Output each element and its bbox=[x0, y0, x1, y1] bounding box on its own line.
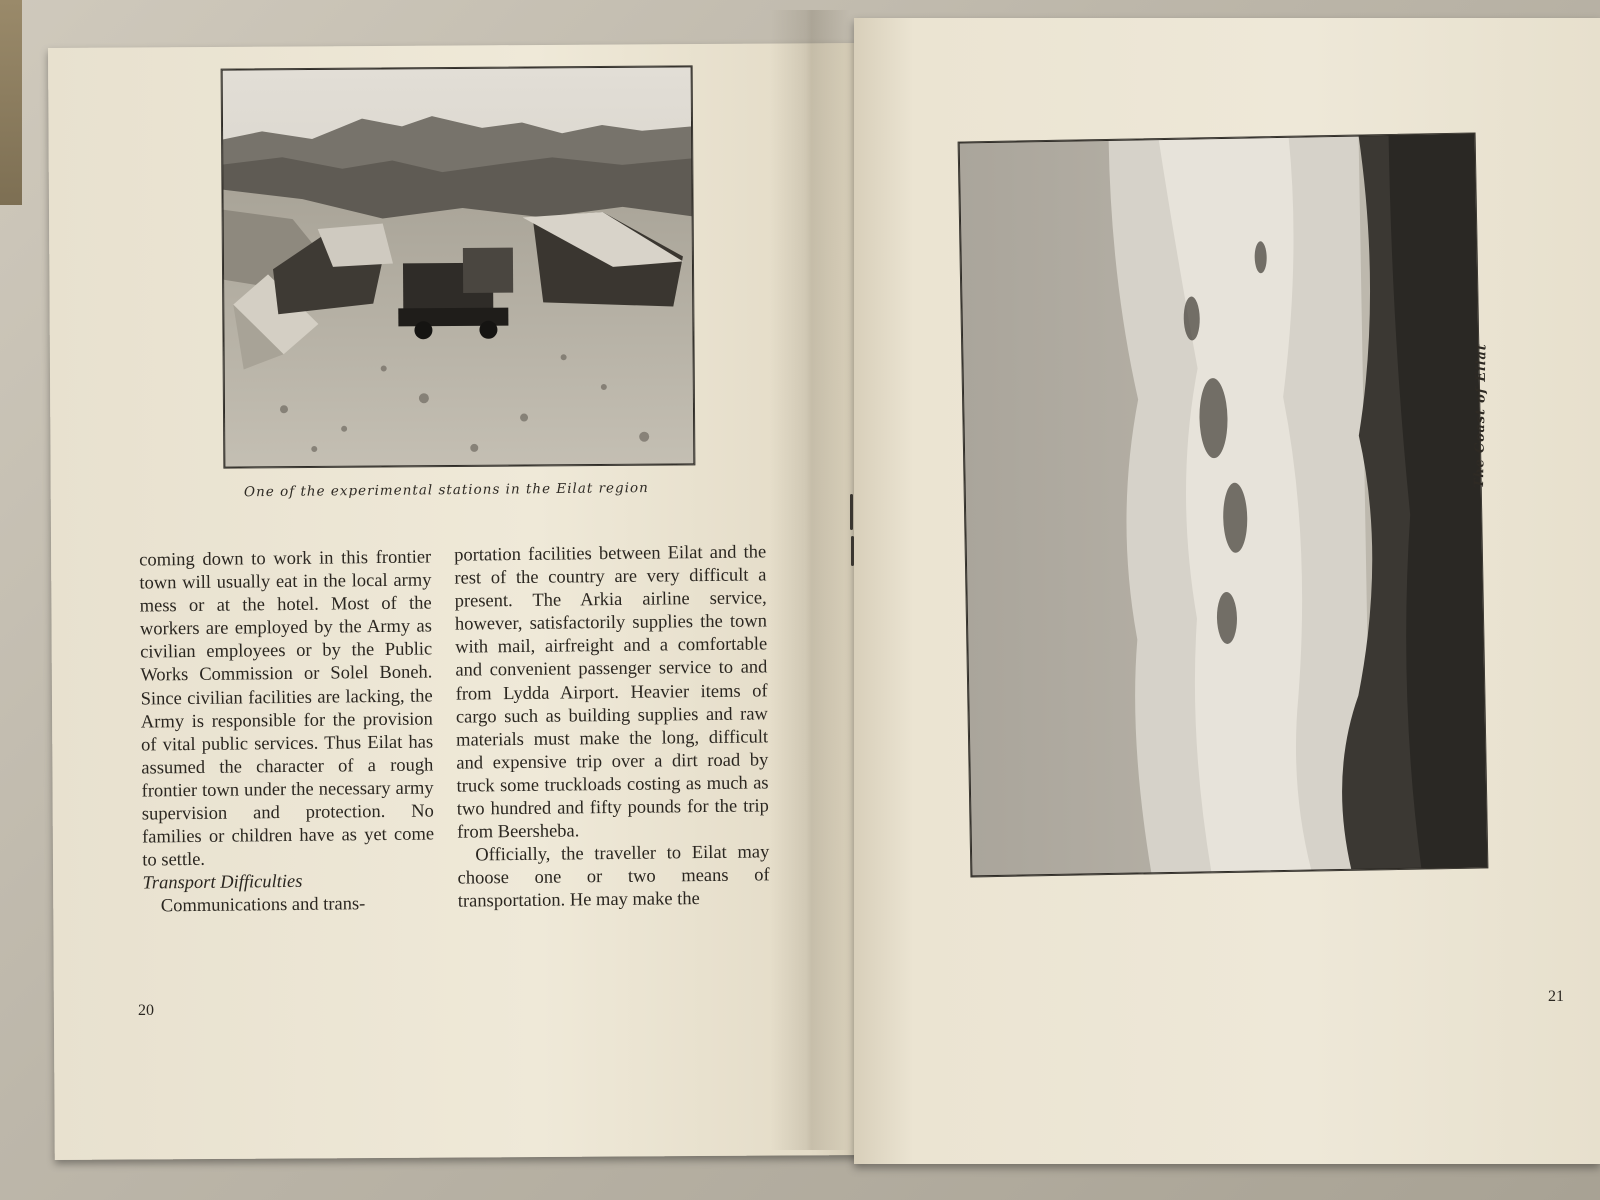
table-corner bbox=[0, 0, 22, 205]
coast-photo bbox=[958, 133, 1489, 878]
column-1-paragraph: coming down to work in this frontier town will usually eat in the local army mess or at the hotel. Most of the workers are employed by the Army as civilian employees or by the Public Works Commission or Solel Boneh. Since civilian facilities are lacking, the Army is responsible for the provision of vital public services. Thus Eilat has assumed the character of a rough frontier town under the necessary army supervision and protection. No families or children have as yet come to settle. bbox=[139, 547, 435, 871]
text-column-1 bbox=[139, 546, 435, 919]
experimental-station-photo bbox=[221, 65, 696, 468]
column-2-paragraph-2: Officially, the traveller to Eilat may choose one or two means of transportation. He may make the bbox=[457, 842, 770, 913]
station-photo-caption: One of the experimental stations in the Eilat region bbox=[243, 480, 649, 501]
page-number-left: 20 bbox=[138, 1002, 154, 1019]
section-heading: Transport Difficulties bbox=[142, 872, 303, 894]
experimental-station-image bbox=[222, 66, 695, 467]
coast-photo-caption: The Coast of Eilat bbox=[1472, 343, 1490, 489]
page-number-right: 21 bbox=[1548, 988, 1564, 1005]
text-column-2 bbox=[454, 541, 770, 914]
staple-top bbox=[850, 494, 853, 530]
staple-bottom bbox=[851, 536, 854, 566]
coast-image bbox=[959, 134, 1488, 877]
section-start-text: Communications and trans- bbox=[160, 894, 366, 917]
column-2-paragraph-1: portation facilities between Eilat and the rest of the country are very difficult a present. The Arkia airline service, however, satisfactorily supplies the town with mail, airfreight and a comfortable and convenient passenger service to and from Lydda Airport. Heavier items of cargo such as building supplies and raw materials must make the long, difficult and expensive trip over a dirt road by truck some truckloads costing as much as two hundred and fifty pounds for the trip from Beersheba. bbox=[454, 542, 769, 843]
